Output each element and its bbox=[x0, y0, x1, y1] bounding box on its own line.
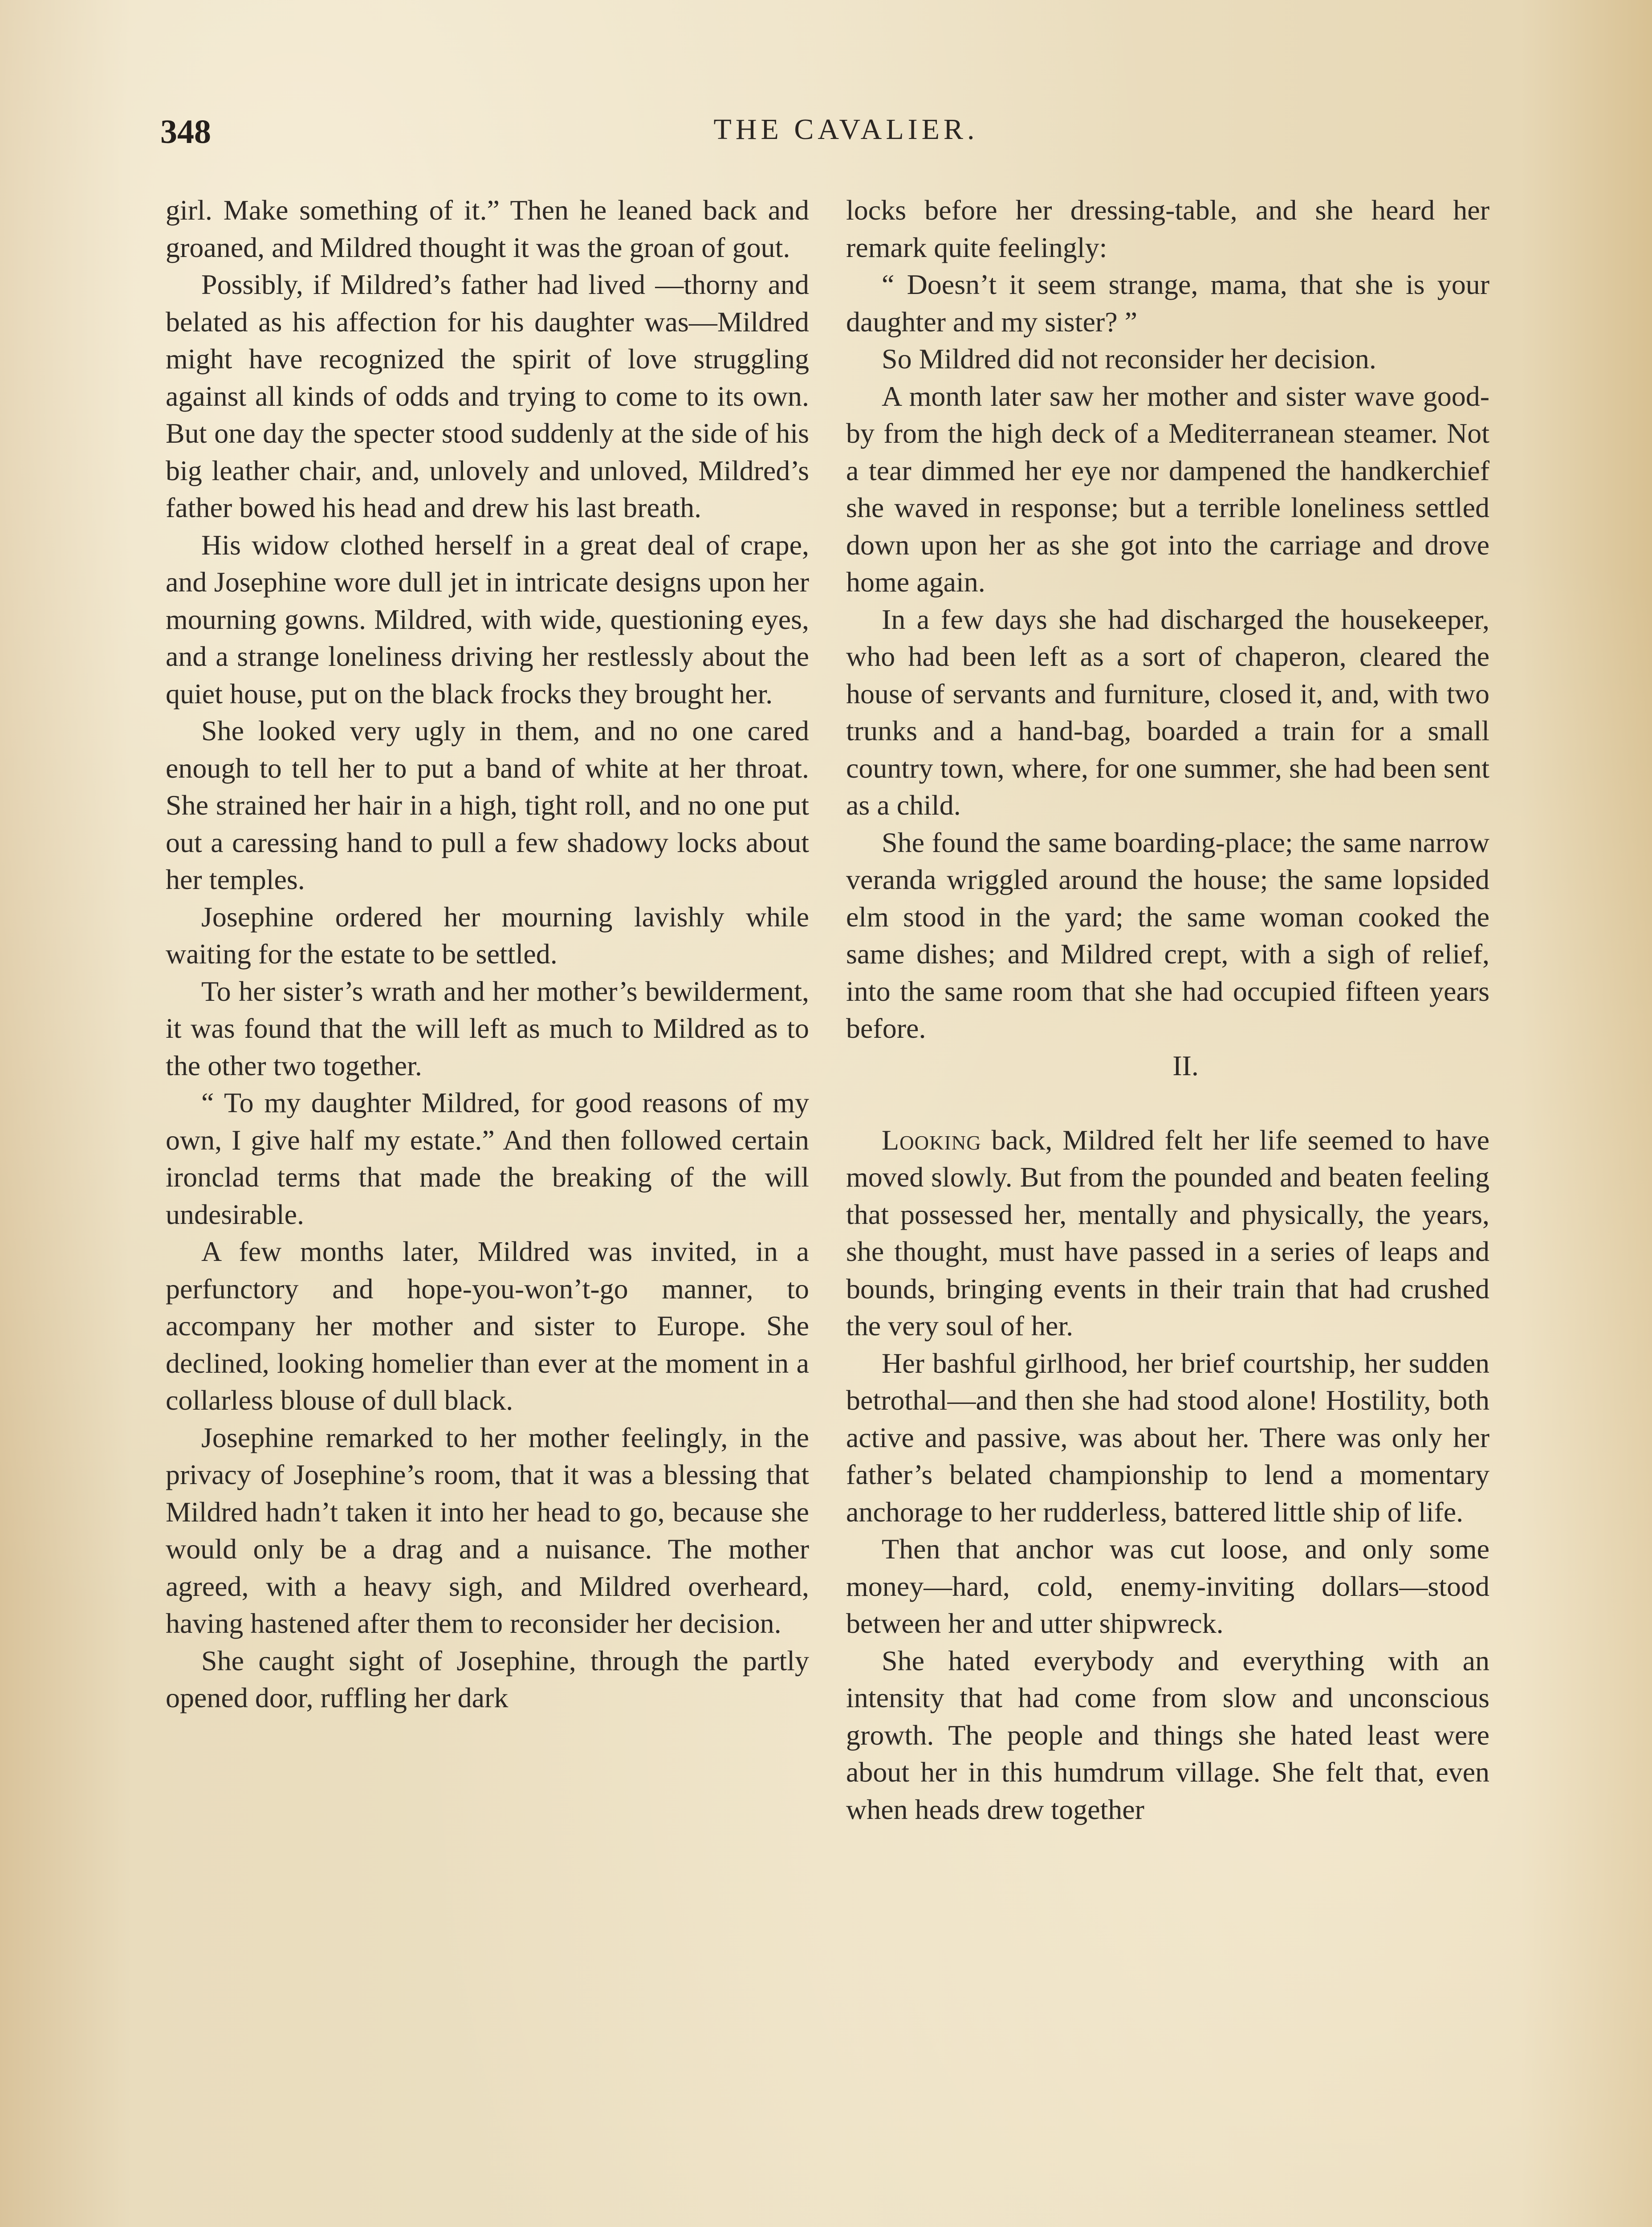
paragraph: Josephine ordered her mourning lavishly while waiting for the estate to be settled. bbox=[166, 901, 809, 970]
running-head: THE CAVALIER. bbox=[713, 113, 979, 146]
paragraph: girl. Make something of it.” Then he leaned back and groaned, and Mildred thought it was the groan of gout. bbox=[166, 194, 809, 263]
paragraph: In a few days she had discharged the housekeeper, who had been left as a sort of chaperon, cleared the house of servants and furniture, closed it, and, with two trunks and a hand-bag, boarded a train for a small country town, where, for one summer, she had been sent as a child. bbox=[846, 603, 1489, 821]
paragraph: “ Doesn’t it seem strange, mama, that she is your daughter and my sister? ” bbox=[846, 269, 1489, 338]
paragraph: She caught sight of Josephine, through the partly opened door, ruffling her dark bbox=[166, 1644, 809, 1713]
paragraph: His widow clothed herself in a great deal of crape, and Josephine wore dull jet in intricate designs upon her mourning gowns. Mildred, with wide, questioning eyes, and a strange loneliness driving her restlessly about the quiet house, put on the black frocks they brought her. bbox=[166, 529, 809, 710]
paragraph: Her bashful girlhood, her brief courtship, her sudden betrothal—and then she had stood alone! Hostility, both active and passive, was about her. There was only her father’s belated championship to lend a momentary anchorage to her rudderless, battered little ship of life. bbox=[846, 1347, 1489, 1528]
section-heading: II. bbox=[1172, 1049, 1199, 1081]
paragraph: Possibly, if Mildred’s father had lived —thorny and belated as his affection for his daughter was—Mildred might have recognized the spirit of love struggling against all kinds of odds and trying to come to its own. But one day the specter stood suddenly at the side of his big leather chair, and, unlovely and unloved, Mildred’s father bowed his head and drew his last breath. bbox=[166, 269, 809, 523]
left-column bbox=[166, 192, 809, 1717]
paragraph: locks before her dressing-table, and she heard her remark quite feelingly: bbox=[846, 194, 1489, 263]
paragraph: She hated everybody and everything with an intensity that had come from slow and unconscious growth. The people and things she hated least were about her in this humdrum village. She felt that, even when heads drew together bbox=[846, 1644, 1489, 1825]
paragraph: “ To my daughter Mildred, for good reasons of my own, I give half my estate.” And then followed certain ironclad terms that made the breaking of the will undesirable. bbox=[166, 1087, 809, 1230]
paragraph: She found the same boarding-place; the same narrow veranda wriggled around the house; the same lopsided elm stood in the yard; the same woman cooked the same dishes; and Mildred crept, with a sigh of relief, into the same room that she had occupied fifteen years before. bbox=[846, 826, 1489, 1044]
page-number: 348 bbox=[160, 113, 211, 151]
section-first-paragraph bbox=[846, 1122, 1489, 1345]
paragraph: Josephine remarked to her mother feelingly, in the privacy of Josephine’s room, that it was a blessing that Mildred hadn’t taken it into her head to go, because she would only be a drag and a nuisance. The mother agreed, with a heavy sigh, and Mildred overheard, having hastened after them to reconsider her decision. bbox=[166, 1421, 809, 1639]
paragraph: A few months later, Mildred was invited, in a perfunctory and hope-you-won’t-go manner, to accompany her mother and sister to Europe. She declined, looking homelier than ever at the moment in a collarless blouse of dull black. bbox=[166, 1236, 809, 1416]
paragraph: She looked very ugly in them, and no one cared enough to tell her to put a band of white at her throat. She strained her hair in a high, tight roll, and no one put out a caressing hand to pull a few shadowy locks about her temples. bbox=[166, 715, 809, 895]
paragraph: Then that anchor was cut loose, and only some money—hard, cold, enemy-inviting dollars—stood between her and utter shipwreck. bbox=[846, 1533, 1489, 1639]
paragraph: A month later saw her mother and sister wave good-by from the high deck of a Mediterranean steamer. Not a tear dimmed her eye nor dampened the handkerchief she waved in response; but a terrible loneliness settled down upon her as she got into the carriage and drove home again. bbox=[846, 380, 1489, 598]
paragraph: To her sister’s wrath and her mother’s bewilderment, it was found that the will left as much to Mildred as to the other two together. bbox=[166, 975, 809, 1081]
paragraph: So Mildred did not reconsider her decision. bbox=[882, 343, 1376, 375]
right-column bbox=[846, 192, 1489, 1828]
section-first-paragraph-text: back, Mildred felt her life seemed to have moved slowly. But from the pounded and beaten feeling that possessed her, mentally and physically, the years, she thought, must have passed in a series of leaps and bounds, bringing events in their train that had crushed the very soul of her. bbox=[846, 1124, 1489, 1342]
section-lead-word: Looking bbox=[882, 1124, 981, 1156]
